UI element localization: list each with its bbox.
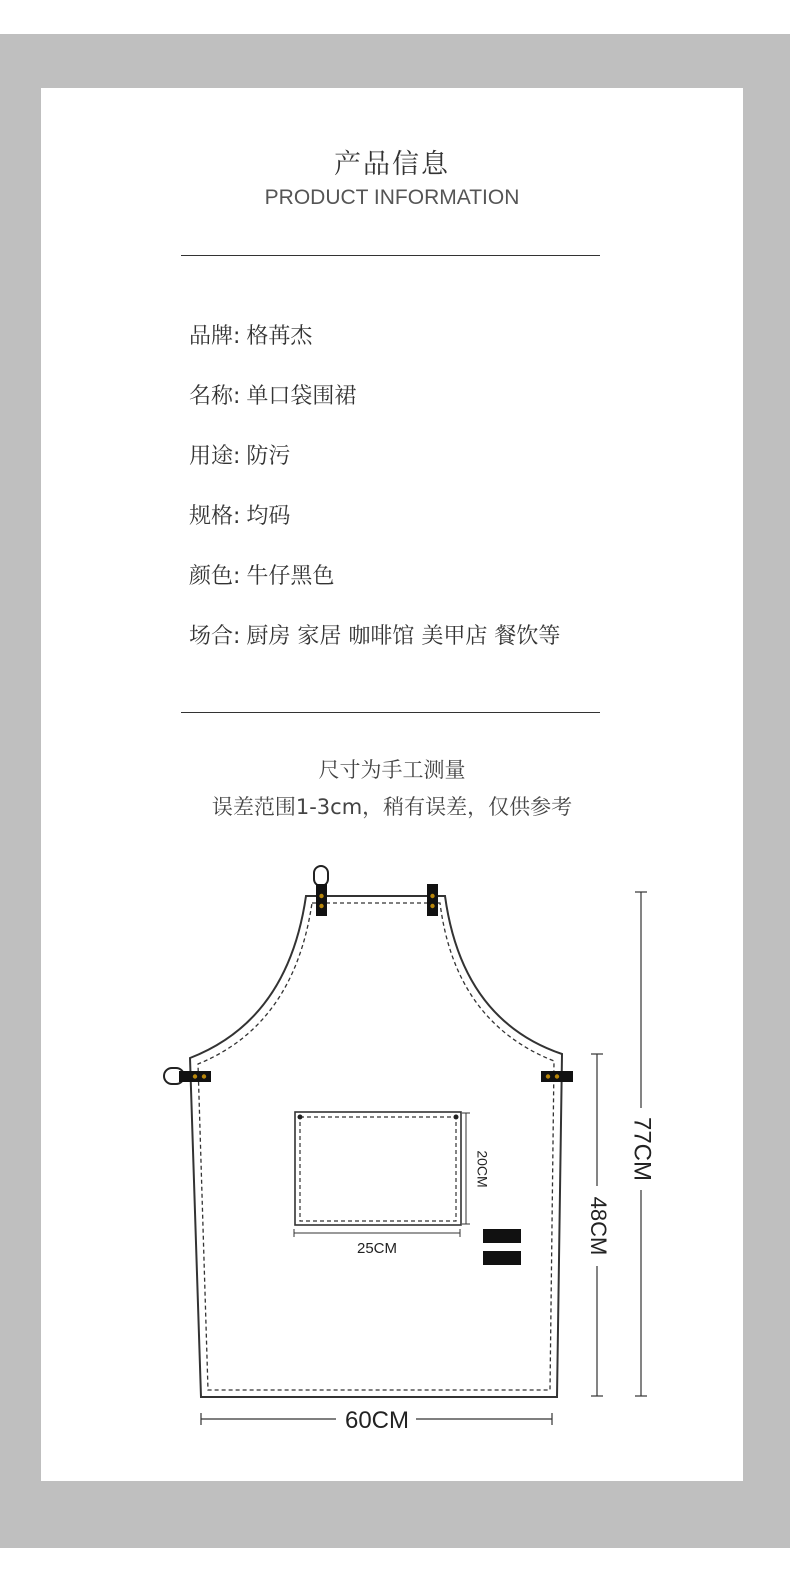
pocket-stitching	[300, 1117, 456, 1221]
rivet-icon	[202, 1074, 206, 1078]
spec-label: 颜色:	[189, 564, 241, 589]
pocket	[295, 1112, 461, 1225]
spec-label: 场合:	[189, 624, 241, 649]
apron-stitching	[198, 903, 554, 1390]
tolerance-note: 误差范围1-3cm，稍有误差，仅供参考	[211, 795, 573, 819]
rivet-icon	[319, 904, 323, 908]
neck-loop	[314, 866, 328, 886]
strap-top-right	[427, 884, 438, 916]
spec-value: 单口袋围裙	[246, 384, 357, 409]
rivet-icon	[430, 904, 434, 908]
spec-value: 牛仔黑色	[246, 564, 335, 589]
strap-top-left	[316, 884, 327, 916]
rivet-icon	[298, 1115, 303, 1120]
spec-label: 名称:	[189, 384, 241, 409]
apron-outline	[190, 896, 562, 1397]
spec-value: 厨房 家居 咖啡馆 美甲店 餐饮等	[246, 624, 561, 649]
rivet-icon	[193, 1074, 197, 1078]
pocket-height-label: 20CM	[474, 1150, 491, 1188]
spec-value: 均码	[246, 504, 291, 529]
total-height-label: 77CM	[628, 1116, 656, 1182]
rivet-icon	[555, 1074, 559, 1078]
title-chinese: 产品信息	[334, 149, 450, 180]
rivet-icon	[454, 1115, 459, 1120]
spec-value: 格苒杰	[246, 324, 313, 349]
label-tag	[483, 1251, 521, 1265]
label-tag	[483, 1229, 521, 1243]
spec-label: 用途:	[189, 444, 241, 469]
total-width-label: 60CM	[344, 1407, 410, 1434]
spec-value: 防污	[246, 444, 291, 469]
spec-label: 规格:	[189, 504, 241, 529]
rivet-icon	[430, 894, 434, 898]
measurement-note: 尺寸为手工测量	[318, 758, 466, 782]
pocket-width-label: 25CM	[356, 1240, 398, 1257]
rivet-icon	[319, 894, 323, 898]
rivet-icon	[546, 1074, 550, 1078]
body-height-label: 48CM	[586, 1196, 612, 1256]
spec-label: 品牌:	[189, 324, 241, 349]
title-english: PRODUCT INFORMATION	[264, 186, 520, 209]
